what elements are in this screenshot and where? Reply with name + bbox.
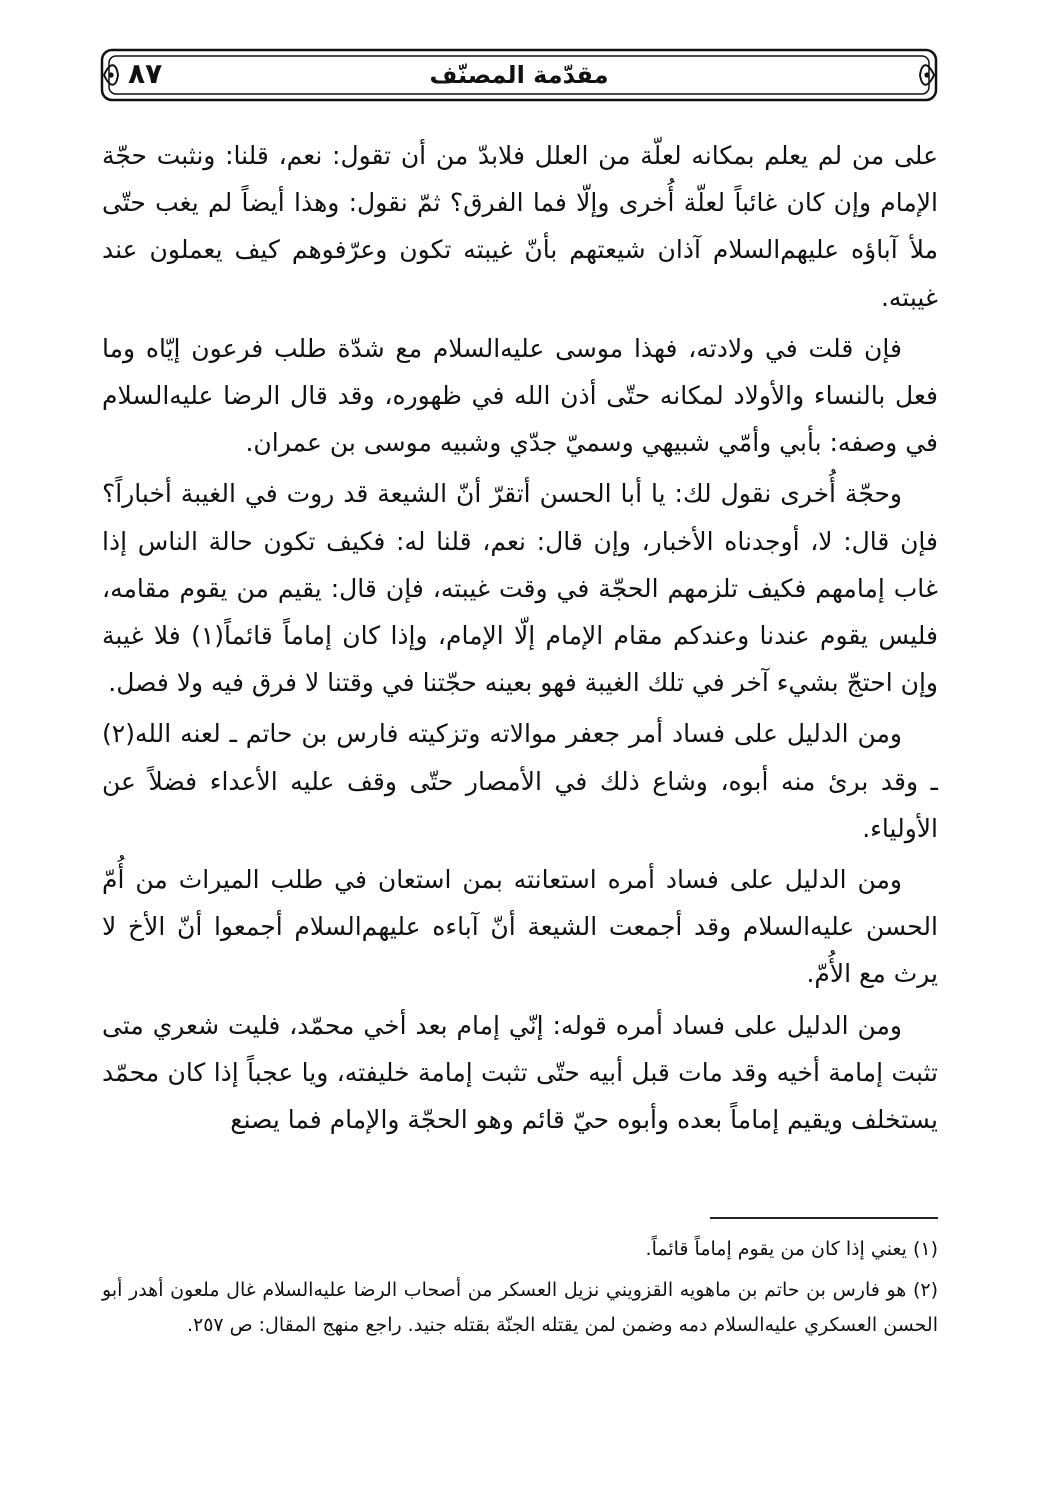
paragraph: فإن قلت في ولادته، فهذا موسى عليه‌السلام مع شدّة طلب فرعون إيّاه وما فعل بالنساء والأولاد لمكانه حتّى أذن الله في ظهوره، وقد قال الرضا عليه‌السلام في وصفه: بأبي وأمّي شبيهي وسميّ جدّي وشبيه موسى بن عمران. xyxy=(102,333,938,458)
paragraph: وحجّة أُخرى نقول لك: يا أبا الحسن أتقرّ أنّ الشيعة قد روت في الغيبة أخباراً؟ فإن قال: لا، أوجدناه الأخبار، وإن قال: نعم، قلنا له: فكيف تكون حالة الناس إذا غاب إمامهم فكيف تلزمهم الحجّة في وقت غيبته، فإن قال: يقيم من يقوم مقامه، فليس يقوم عندنا وعندكم مقام الإمام إلّا الإمام، وإذا كان إماماً قائماً(١) فلا غيبة وإن احتجّ بشيء آخر في تلك الغيبة فهو بعينه حجّتنا في وقتنا لا فرق فيه ولا فصل. xyxy=(102,479,938,698)
footnote: (١) يعني إذا كان من يقوم إماماً قائماً. xyxy=(645,1238,938,1260)
paragraph: ومن الدليل على فساد أمر جعفر موالاته وتزكيته فارس بن حاتم ـ لعنه الله(٢) ـ وقد برئ منه أبوه، وشاع ذلك في الأمصار حتّى وقف عليه الأعداء فضلاً عن الأولياء. xyxy=(102,719,938,843)
running-header xyxy=(100,48,938,102)
paragraph: ومن الدليل على فساد أمره استعانته بمن استعان في طلب الميراث من أُمّ الحسن عليه‌السلام وقد أجمعت الشيعة أنّ آباءه عليهم‌السلام أجمعوا أنّ الأخ لا يرث مع الأُمّ. xyxy=(102,865,938,989)
chapter-title: مقدّمة المصنّف xyxy=(429,61,609,89)
footnote-divider xyxy=(710,1217,938,1219)
page-number: ٨٧ xyxy=(128,57,163,90)
footnote: (٢) هو فارس بن حاتم بن ماهويه القزويني نزيل العسكر من أصحاب الرضا عليه‌السلام غال ملعون أهدر أبو الحسن العسكري عليه‌السلام دمه وضمن لمن يقتله الجنّة بقتله جنيد. راجع منهج المقال: ص ٢٥٧. xyxy=(102,1279,938,1336)
footnotes xyxy=(102,1232,938,1349)
main-text xyxy=(102,132,938,1147)
paragraph: على من لم يعلم بمكانه لعلّة من العلل فلابدّ من أن تقول: نعم، قلنا: ونثبت حجّة الإمام وإن كان غائباً لعلّة أُخرى وإلّا فما الفرق؟ ثمّ نقول: وهذا أيضاً لم يغب حتّى ملأ آباؤه عليهم‌السلام آذان شيعتهم بأنّ غيبته تكون وعرّفوهم كيف يعملون عند غيبته. xyxy=(102,141,938,312)
paragraph: ومن الدليل على فساد أمره قوله: إنّي إمام بعد أخي محمّد، فليت شعري متى تثبت إمامة أخيه وقد مات قبل أبيه حتّى تثبت إمامة خليفته، ويا عجباً إذا كان محمّد يستخلف ويقيم إماماً بعده وأبوه حيّ قائم وهو الحجّة والإمام فما يصنع xyxy=(102,1010,938,1135)
